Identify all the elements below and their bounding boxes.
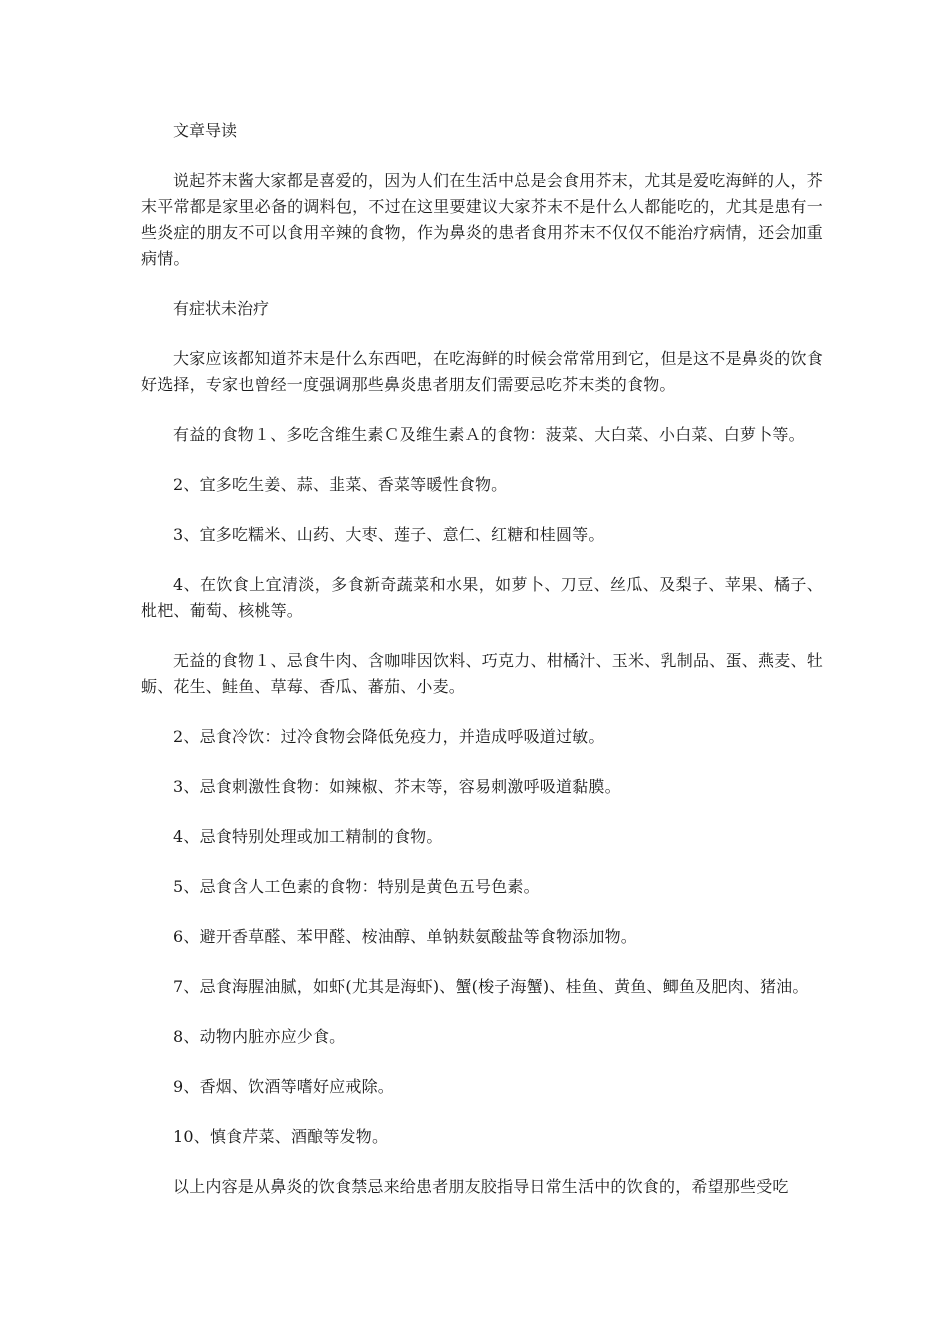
- beneficial-item: 有益的食物１、多吃含维生素Ｃ及维生素Ａ的食物：菠菜、大白菜、小白菜、白萝卜等。: [173, 425, 805, 444]
- closing-paragraph: 以上内容是从鼻炎的饮食禁忌来给患者朋友胶指导日常生活中的饮食的，希望那些受吃: [173, 1177, 789, 1196]
- harmful-item: 7、忌食海腥油腻，如虾(尤其是海虾)、蟹(梭子海蟹)、桂鱼、黄鱼、鲫鱼及肥肉、猪油。: [173, 977, 809, 996]
- symptom-paragraph: 大家应该都知道芥末是什么东西吧，在吃海鲜的时候会常常用到它，但是这不是鼻炎的饮食好选择，专家也曾经一度强调那些鼻炎患者朋友们需要忌吃芥末类的食物。: [141, 349, 823, 394]
- section-title-symptom: 有症状未治疗: [173, 299, 270, 318]
- harmful-item: 9、香烟、饮酒等嗜好应戒除。: [173, 1077, 394, 1096]
- beneficial-item: 3、宜多吃糯米、山药、大枣、莲子、意仁、红糖和桂圆等。: [173, 525, 605, 544]
- section-title-intro: 文章导读: [173, 121, 238, 140]
- harmful-item: 4、忌食特别处理或加工精制的食物。: [173, 827, 443, 846]
- harmful-item: 6、避开香草醛、苯甲醛、桉油醇、单钠麸氨酸盐等食物添加物。: [173, 927, 637, 946]
- beneficial-item: 4、在饮食上宜清淡，多食新奇蔬菜和水果，如萝卜、刀豆、丝瓜、及梨子、苹果、橘子、枇杷、葡萄、核桃等。: [141, 575, 823, 620]
- harmful-item: 10、慎食芹菜、酒酿等发物。: [173, 1127, 389, 1146]
- document-page: [141, 118, 823, 1224]
- harmful-item: 无益的食物１、忌食牛肉、含咖啡因饮料、巧克力、柑橘汁、玉米、乳制品、蛋、燕麦、牡蛎、花生、鲑鱼、草莓、香瓜、蕃茄、小麦。: [141, 651, 823, 696]
- harmful-item: 5、忌食含人工色素的食物：特别是黄色五号色素。: [173, 877, 540, 896]
- beneficial-item: 2、宜多吃生姜、蒜、韭菜、香菜等暖性食物。: [173, 475, 508, 494]
- harmful-item: 8、动物内脏亦应少食。: [173, 1027, 346, 1046]
- intro-paragraph: 说起芥末酱大家都是喜爱的，因为人们在生活中总是会食用芥末，尤其是爱吃海鲜的人，芥末平常都是家里必备的调料包，不过在这里要建议大家芥末不是什么人都能吃的，尤其是患有一些炎症的朋友不可以食用辛辣的食物，作为鼻炎的患者食用芥末不仅仅不能治疗病情，还会加重病情。: [141, 171, 823, 268]
- harmful-item: 3、忌食刺激性食物：如辣椒、芥末等，容易刺激呼吸道黏膜。: [173, 777, 621, 796]
- harmful-item: 2、忌食冷饮：过冷食物会降低免疫力，并造成呼吸道过敏。: [173, 727, 605, 746]
